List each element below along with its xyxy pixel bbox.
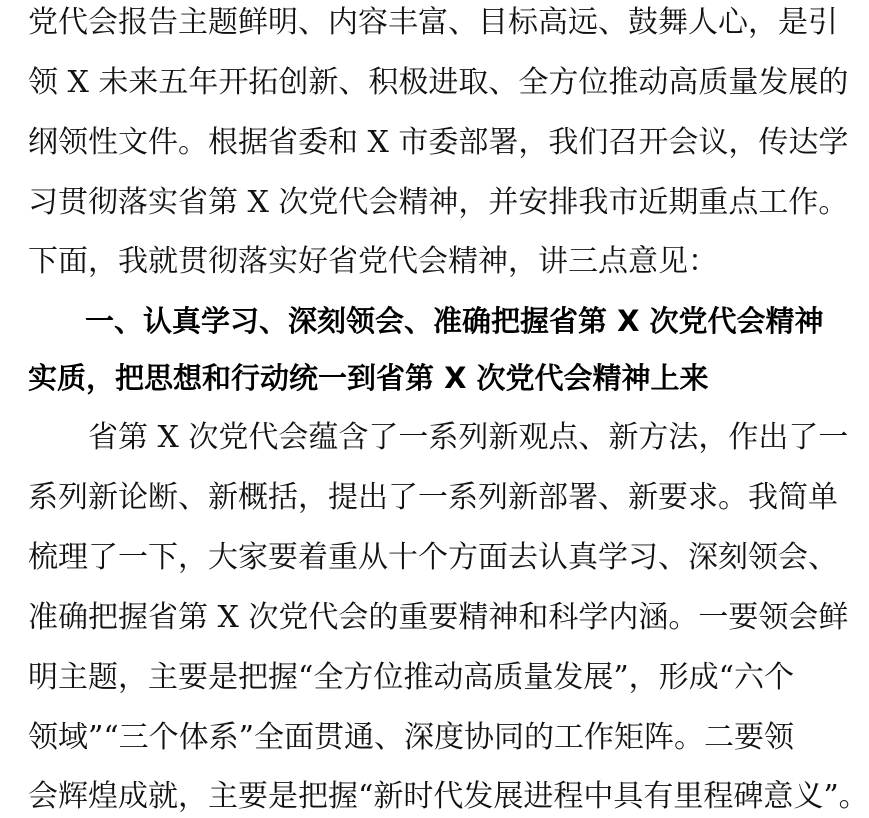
body-line-6: 领域”“三个体系”全面贯通、深度协同的工作矩阵。二要领 [28, 720, 795, 755]
body-line-5: 明主题，主要是把握“全方位推动高质量发展”，形成“六个 [28, 660, 795, 695]
body-line-2: 系列新论断、新概括，提出了一系列新部署、新要求。我简单 [28, 480, 838, 515]
paragraph-line-1: 党代会报告主题鲜明、内容丰富、目标高远、鼓舞人心，是引 [28, 5, 838, 40]
paragraph-line-4: 习贯彻落实省第 X 次党代会精神，并安排我市近期重点工作。 [28, 185, 849, 220]
body-line-4: 准确把握省第 X 次党代会的重要精神和科学内涵。一要领会鲜 [28, 600, 849, 635]
section-heading-line-1: 一、认真学习、深刻领会、准确把握省第 X 次党代会精神 [85, 304, 824, 338]
paragraph-line-3: 纲领性文件。根据省委和 X 市委部署，我们召开会议，传达学 [28, 125, 849, 160]
section-heading-line-2: 实质，把思想和行动统一到省第 X 次党代会精神上来 [28, 361, 709, 395]
paragraph-line-5: 下面，我就贯彻落实好省党代会精神，讲三点意见： [28, 244, 718, 279]
body-line-7: 会辉煌成就，主要是把握“新时代发展进程中具有里程碑意义”。 [28, 779, 869, 814]
paragraph-line-2: 领 X 未来五年开拓创新、积极进取、全方位推动高质量发展的 [28, 65, 849, 100]
body-line-1: 省第 X 次党代会蕴含了一系列新观点、新方法，作出了一 [88, 420, 849, 455]
body-line-3: 梳理了一下，大家要着重从十个方面去认真学习、深刻领会、 [28, 540, 838, 575]
